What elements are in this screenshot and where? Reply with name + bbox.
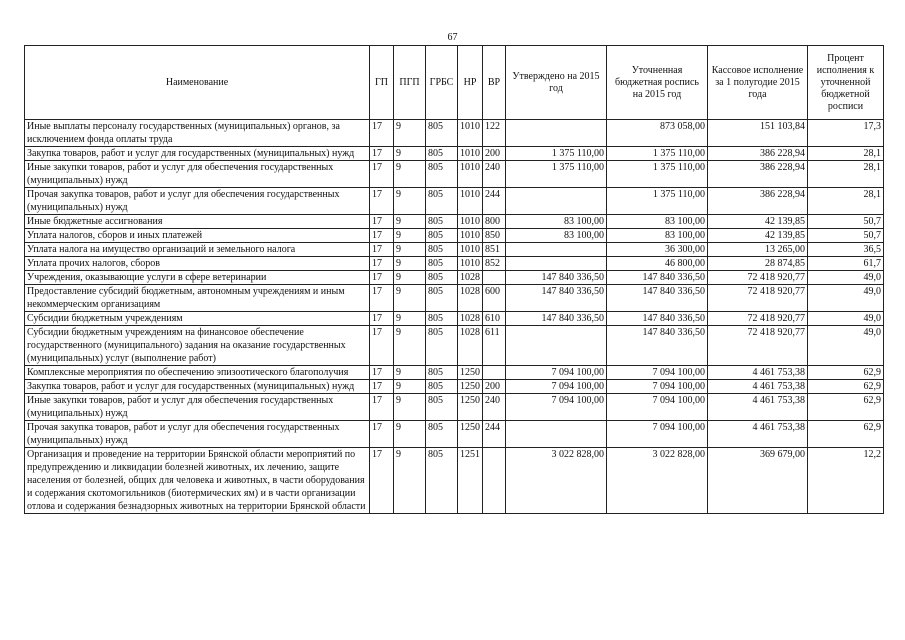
cell-grbs: 805 [426,229,458,243]
cell-np: 1250 [458,394,483,421]
table-row [25,366,884,380]
cell-grbs: 805 [426,326,458,366]
cell-approved [506,120,607,147]
cell-approved: 1 375 110,00 [506,147,607,161]
cell-refined: 7 094 100,00 [607,380,708,394]
cell-grbs: 805 [426,394,458,421]
cell-pgp: 9 [394,366,426,380]
budget-execution-table [24,45,884,514]
header-vr: ВР [483,46,506,120]
cell-percent: 49,0 [808,271,884,285]
cell-refined: 7 094 100,00 [607,394,708,421]
cell-np: 1250 [458,380,483,394]
cell-percent: 50,7 [808,215,884,229]
cell-cash: 4 461 753,38 [708,421,808,448]
table-row [25,312,884,326]
cell-percent: 49,0 [808,285,884,312]
cell-np: 1028 [458,326,483,366]
header-gp: ГП [370,46,394,120]
cell-name: Субсидии бюджетным учреждениям [25,312,370,326]
cell-cash: 72 418 920,77 [708,285,808,312]
cell-pgp: 9 [394,421,426,448]
cell-name: Организация и проведение на территории Брянской области мероприятий по предупреждению и ликвидации болезней животных, их лечению, защите населения от болезней, общих для человека и животных, в части оборудования и содержания скотомогильников (биотермических ям) и в части организации отлова и содержания безнадзорных животных на территории Брянской области [25,448,370,514]
cell-vr [483,271,506,285]
cell-gp: 17 [370,161,394,188]
cell-percent: 49,0 [808,312,884,326]
cell-refined: 83 100,00 [607,215,708,229]
cell-grbs: 805 [426,421,458,448]
cell-np: 1028 [458,271,483,285]
cell-approved: 147 840 336,50 [506,312,607,326]
cell-vr: 244 [483,188,506,215]
table-row [25,448,884,514]
cell-refined: 7 094 100,00 [607,366,708,380]
cell-gp: 17 [370,271,394,285]
cell-approved: 147 840 336,50 [506,271,607,285]
cell-grbs: 805 [426,147,458,161]
cell-cash: 4 461 753,38 [708,380,808,394]
cell-percent: 61,7 [808,257,884,271]
cell-cash: 386 228,94 [708,147,808,161]
cell-approved [506,421,607,448]
table-row [25,215,884,229]
cell-percent: 62,9 [808,366,884,380]
cell-grbs: 805 [426,285,458,312]
cell-approved [506,188,607,215]
cell-grbs: 805 [426,380,458,394]
page-number: 67 [447,32,458,43]
cell-pgp: 9 [394,271,426,285]
cell-refined: 1 375 110,00 [607,161,708,188]
cell-np: 1010 [458,147,483,161]
cell-percent: 28,1 [808,161,884,188]
cell-grbs: 805 [426,243,458,257]
cell-pgp: 9 [394,312,426,326]
cell-approved: 7 094 100,00 [506,380,607,394]
cell-percent: 50,7 [808,229,884,243]
cell-approved: 3 022 828,00 [506,448,607,514]
cell-name: Прочая закупка товаров, работ и услуг для обеспечения государственных (муниципальных) нужд [25,188,370,215]
table-row [25,229,884,243]
cell-gp: 17 [370,147,394,161]
header-cash: Кассовое исполнение за 1 полугодие 2015 года [708,46,808,120]
cell-refined: 36 300,00 [607,243,708,257]
cell-np: 1028 [458,312,483,326]
cell-name: Закупка товаров, работ и услуг для государственных (муниципальных) нужд [25,380,370,394]
cell-cash: 28 874,85 [708,257,808,271]
cell-approved: 147 840 336,50 [506,285,607,312]
cell-percent: 12,2 [808,448,884,514]
header-np: НР [458,46,483,120]
cell-approved [506,326,607,366]
cell-name: Уплата налога на имущество организаций и земельного налога [25,243,370,257]
cell-grbs: 805 [426,257,458,271]
cell-gp: 17 [370,312,394,326]
cell-np: 1250 [458,366,483,380]
cell-percent: 36,5 [808,243,884,257]
cell-name: Предоставление субсидий бюджетным, автономным учреждениям и иным некоммерческим организациям [25,285,370,312]
header-pgp: ПГП [394,46,426,120]
cell-np: 1010 [458,161,483,188]
cell-gp: 17 [370,448,394,514]
cell-approved: 7 094 100,00 [506,366,607,380]
cell-approved [506,243,607,257]
cell-name: Иные закупки товаров, работ и услуг для обеспечения государственных (муниципальных) нужд [25,394,370,421]
cell-approved: 83 100,00 [506,215,607,229]
cell-cash: 42 139,85 [708,229,808,243]
cell-cash: 386 228,94 [708,188,808,215]
table-row [25,394,884,421]
cell-name: Иные выплаты персоналу государственных (муниципальных) органов, за исключением фонда оплаты труда [25,120,370,147]
cell-cash: 369 679,00 [708,448,808,514]
cell-pgp: 9 [394,448,426,514]
cell-cash: 72 418 920,77 [708,326,808,366]
cell-refined: 3 022 828,00 [607,448,708,514]
cell-refined: 83 100,00 [607,229,708,243]
cell-gp: 17 [370,243,394,257]
cell-vr [483,448,506,514]
cell-refined: 1 375 110,00 [607,147,708,161]
cell-pgp: 9 [394,229,426,243]
cell-vr: 611 [483,326,506,366]
cell-name: Прочая закупка товаров, работ и услуг для обеспечения государственных (муниципальных) нужд [25,421,370,448]
cell-np: 1251 [458,448,483,514]
cell-percent: 49,0 [808,326,884,366]
cell-np: 1028 [458,285,483,312]
cell-grbs: 805 [426,366,458,380]
cell-pgp: 9 [394,394,426,421]
table-header-row [25,46,884,120]
cell-percent: 28,1 [808,147,884,161]
cell-vr: 244 [483,421,506,448]
header-grbs: ГРБС [426,46,458,120]
cell-refined: 147 840 336,50 [607,285,708,312]
cell-gp: 17 [370,229,394,243]
cell-name: Субсидии бюджетным учреждениям на финансовое обеспечение государственного (муниципального) задания на оказание государственных (муниципальных) услуг (выполнение работ) [25,326,370,366]
cell-pgp: 9 [394,285,426,312]
cell-percent: 17,3 [808,120,884,147]
cell-approved [506,257,607,271]
cell-vr [483,366,506,380]
table-row [25,421,884,448]
cell-vr: 800 [483,215,506,229]
table-row [25,257,884,271]
table-row [25,380,884,394]
cell-pgp: 9 [394,161,426,188]
cell-percent: 62,9 [808,380,884,394]
cell-name: Иные бюджетные ассигнования [25,215,370,229]
cell-pgp: 9 [394,215,426,229]
cell-np: 1010 [458,229,483,243]
cell-approved: 7 094 100,00 [506,394,607,421]
cell-pgp: 9 [394,120,426,147]
cell-name: Уплата налогов, сборов и иных платежей [25,229,370,243]
cell-grbs: 805 [426,448,458,514]
cell-vr: 240 [483,394,506,421]
cell-grbs: 805 [426,120,458,147]
cell-percent: 62,9 [808,421,884,448]
cell-gp: 17 [370,120,394,147]
cell-cash: 151 103,84 [708,120,808,147]
cell-pgp: 9 [394,188,426,215]
cell-grbs: 805 [426,161,458,188]
cell-grbs: 805 [426,188,458,215]
cell-approved: 1 375 110,00 [506,161,607,188]
cell-refined: 1 375 110,00 [607,188,708,215]
cell-refined: 147 840 336,50 [607,271,708,285]
cell-cash: 13 265,00 [708,243,808,257]
table-row [25,285,884,312]
cell-gp: 17 [370,380,394,394]
cell-name: Комплексные мероприятия по обеспечению эпизоотического благополучия [25,366,370,380]
table-row [25,243,884,257]
cell-vr: 200 [483,147,506,161]
cell-cash: 72 418 920,77 [708,271,808,285]
table-row [25,271,884,285]
cell-grbs: 805 [426,271,458,285]
cell-gp: 17 [370,366,394,380]
cell-vr: 850 [483,229,506,243]
cell-cash: 72 418 920,77 [708,312,808,326]
cell-vr: 610 [483,312,506,326]
cell-gp: 17 [370,326,394,366]
cell-gp: 17 [370,394,394,421]
cell-cash: 42 139,85 [708,215,808,229]
header-refined: Уточненная бюджетная роспись на 2015 год [607,46,708,120]
table-body [25,120,884,514]
cell-np: 1010 [458,188,483,215]
cell-vr: 240 [483,161,506,188]
header-approved: Утверждено на 2015 год [506,46,607,120]
cell-vr: 200 [483,380,506,394]
cell-pgp: 9 [394,243,426,257]
cell-pgp: 9 [394,147,426,161]
cell-gp: 17 [370,188,394,215]
cell-name: Уплата прочих налогов, сборов [25,257,370,271]
cell-np: 1010 [458,243,483,257]
cell-refined: 7 094 100,00 [607,421,708,448]
cell-pgp: 9 [394,326,426,366]
header-name: Наименование [25,46,370,120]
table-row [25,147,884,161]
cell-gp: 17 [370,285,394,312]
cell-refined: 46 800,00 [607,257,708,271]
cell-pgp: 9 [394,257,426,271]
cell-grbs: 805 [426,215,458,229]
cell-name: Учреждения, оказывающие услуги в сфере ветеринарии [25,271,370,285]
cell-gp: 17 [370,257,394,271]
cell-name: Иные закупки товаров, работ и услуг для обеспечения государственных (муниципальных) нужд [25,161,370,188]
cell-approved: 83 100,00 [506,229,607,243]
cell-percent: 62,9 [808,394,884,421]
table-row [25,326,884,366]
cell-percent: 28,1 [808,188,884,215]
cell-vr: 122 [483,120,506,147]
cell-gp: 17 [370,215,394,229]
table-row [25,188,884,215]
cell-vr: 851 [483,243,506,257]
cell-refined: 147 840 336,50 [607,312,708,326]
cell-np: 1010 [458,257,483,271]
cell-refined: 873 058,00 [607,120,708,147]
cell-cash: 4 461 753,38 [708,394,808,421]
cell-pgp: 9 [394,380,426,394]
table-row [25,161,884,188]
cell-name: Закупка товаров, работ и услуг для государственных (муниципальных) нужд [25,147,370,161]
cell-np: 1010 [458,215,483,229]
cell-vr: 600 [483,285,506,312]
cell-vr: 852 [483,257,506,271]
cell-refined: 147 840 336,50 [607,326,708,366]
header-percent: Процент исполнения к уточненной бюджетной росписи [808,46,884,120]
cell-np: 1250 [458,421,483,448]
cell-cash: 386 228,94 [708,161,808,188]
cell-grbs: 805 [426,312,458,326]
cell-gp: 17 [370,421,394,448]
cell-np: 1010 [458,120,483,147]
cell-cash: 4 461 753,38 [708,366,808,380]
table-row [25,120,884,147]
